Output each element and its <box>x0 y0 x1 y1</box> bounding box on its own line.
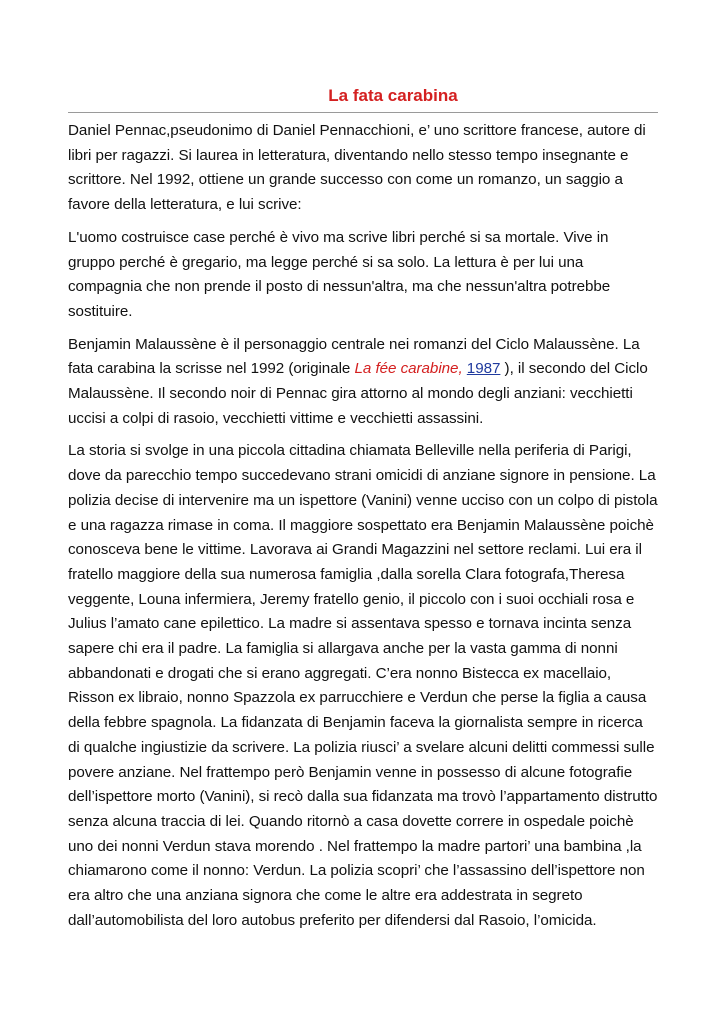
paragraph-cycle-end: ), il secondo del Ciclo Malaussène. Il secondo noir di Pennac gira attorno al mondo degli anziani: vecchietti uccisi a colpi di rasoio, vecchietti vittime e vecchietti assassini. <box>68 360 648 427</box>
original-title-comma: , <box>458 360 467 378</box>
paragraph-cycle-start: Benjamin Malaussène è il personaggio centrale nei romanzi del Ciclo Malaussène. La fata carabina la scrisse nel 1992 (originale <box>68 335 640 378</box>
year-link[interactable]: 1987 <box>466 360 501 378</box>
paragraph-cycle <box>68 333 658 432</box>
original-title: La fée carabine <box>354 360 459 378</box>
paragraph-plot: La storia si svolge in una piccola cittadina chiamata Belleville nella periferia di Parigi, dove da parecchio tempo succedevano strani omicidi di anziane signore in pensione. La polizia decise di intervenire ma un ispettore (Vanini) venne ucciso con un colpo di pistola e una ragazza rimase in coma. Il maggiore sospettato era Benjamin Malaussène poichè conosceva bene le vittime. Lavorava ai Grandi Magazzini nel settore reclami. Lui era il fratello maggiore della sua numerosa famiglia ,dalla sorella Clara fotografa,Theresa veggente, Louna infermiera, Jeremy fratello genio, il piccolo con i suoi occhiali rosa e Julius l’amato cane epilettico. La madre si assentava spesso e tornava incinta senza sapere chi era il padre. La famiglia si allargava anche per la vasta gamma di nonni abbandonati e drogati che si erano aggregati. C’era nonno Bistecca ex macellaio, Risson ex libraio, nonno Spazzola ex parrucchiere e Verdun che perse la figlia a causa della febbre spagnola. La fidanzata di Benjamin faceva la giornalista sempre in ricerca di qualche ingiustizie da scrivere. La polizia riusci’ a svelare alcuni delitti commessi sulle povere anziane. Nel frattempo però Benjamin venne in possesso di alcune fotografie dell’ispettore morto (Vanini), si recò dalla sua fidanzata ma trovò l’appartamento distrutto senza alcuna traccia di lei. Quando ritornò a casa dovette correre in ospedale poichè uno dei nonni Verdun stava morendo . Nel frattempo la madre partori’ una bambina ,la chiamarono come il nonno: Verdun. La polizia scopri’ che l’assassino dell’ispettore non era altro che una anziana signora che come le altre era addestrata in segreto dall’automobilista del loro autobus preferito per difendersi dal Rasoio, l’omicida. <box>68 442 658 929</box>
paragraph-quote: L'uomo costruisce case perché è vivo ma scrive libri perché si sa mortale. Vive in gruppo perché è gregario, ma legge perché si sa solo. La lettura è per lui una compagnia che non prende il posto di nessun'altra, ma che nessun'altra potrebbe sostituire. <box>68 228 611 320</box>
paragraph-author-intro: Daniel Pennac,pseudonimo di Daniel Pennacchioni, e’ uno scrittore francese, autore di libri per ragazzi. Si laurea in letteratura, diventando nello stesso tempo insegnante e scrittore. Nel 1992, ottiene un grande successo con come un romanzo, un saggio a favore della letteratura, e lui scrive: <box>68 122 646 214</box>
document-title: La fata carabina <box>328 86 458 105</box>
title-divider <box>68 112 658 113</box>
